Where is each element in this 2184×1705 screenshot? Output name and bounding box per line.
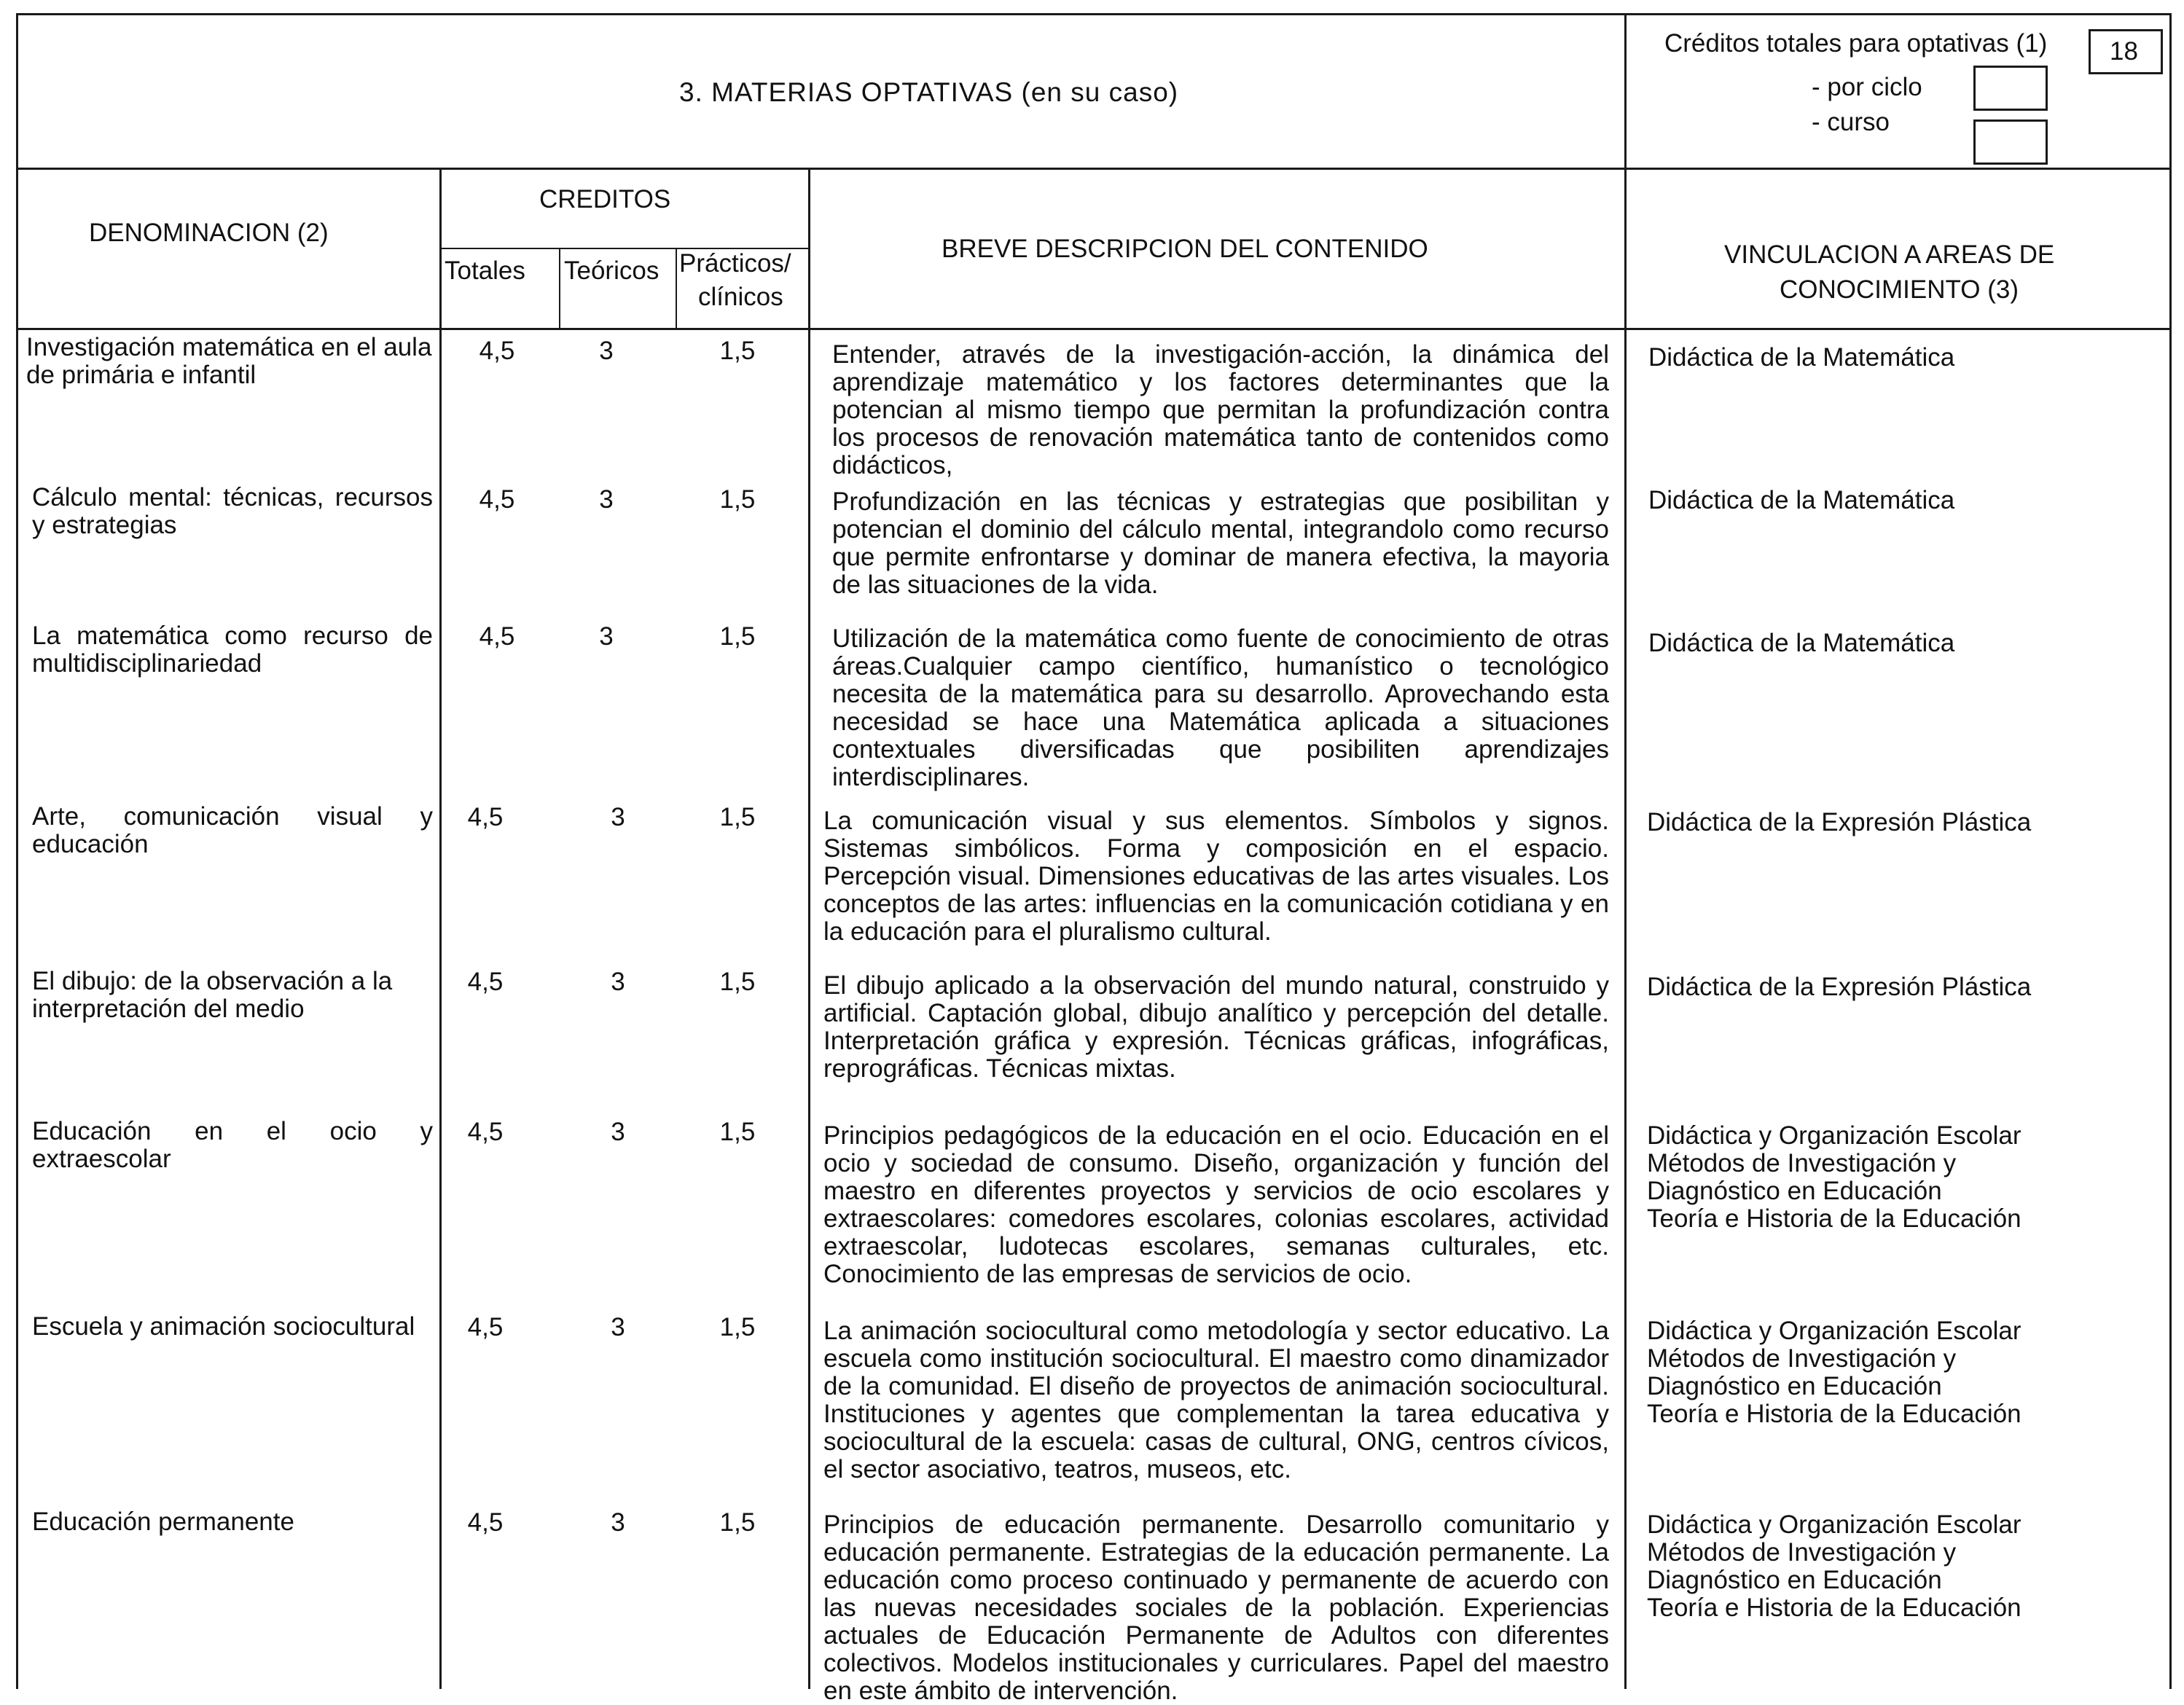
row-denominacion: El dibujo: de la observación a la interpretación del medio [32, 967, 393, 1023]
row-teoricos: 3 [599, 485, 614, 514]
row-denominacion: Arte, comunicación visual y educación [32, 802, 433, 858]
col-header-denominacion: DENOMINACION (2) [89, 219, 329, 247]
row-totales: 4,5 [479, 622, 515, 651]
row-descripcion: Profundización en las técnicas y estrategias que posibilitan y potencian el dominio del cálculo mental, integrandolo como recurso que permite enfrontarse y dominar de manera efectiva, la mayoria de las situaciones de la vida. [832, 487, 1609, 599]
row-teoricos: 3 [611, 1313, 625, 1341]
top-border [16, 13, 2172, 15]
row-denominacion: Cálculo mental: técnicas, recursos y estrategias [32, 483, 433, 539]
row-practicos: 1,5 [719, 485, 756, 514]
col-header-practicos-2: clínicos [698, 283, 783, 311]
row-vinculacion-0: Didáctica y Organización Escolar [1647, 1121, 2021, 1150]
curso-label: - curso [1812, 108, 1890, 136]
row-teoricos: 3 [611, 803, 625, 831]
row-practicos: 1,5 [719, 337, 756, 365]
row-descripcion: Utilización de la matemática como fuente de conocimiento de otras áreas.Cualquier campo científico, humanístico o tecnológico necesita de la matemática para su desarrollo. Aprovechando esta necesidad se hace una Matemática aplicada a situaciones contextuales diversificadas que posibiliten aprendizajes interdisciplinares. [832, 624, 1609, 791]
row-vinculacion-2: Teoría e Historia de la Educación [1647, 1400, 2021, 1428]
row-vinculacion-0: Didáctica y Organización Escolar [1647, 1317, 2021, 1345]
row-denominacion: Educación en el ocio y extraescolar [32, 1117, 433, 1173]
row-totales: 4,5 [467, 1313, 504, 1341]
row-totales: 4,5 [467, 1118, 504, 1146]
row-totales: 4,5 [467, 1508, 504, 1537]
row-descripcion: El dibujo aplicado a la observación del mundo natural, construido y artificial. Captación global, dibujo analítico y percepción del detalle. Interpretación gráfica y expresión. Técnicas gráficas, infográficas, reprográficas. Técnicas mixtas. [823, 971, 1609, 1083]
row-practicos: 1,5 [719, 1508, 756, 1537]
row-denominacion: La matemática como recurso de multidisciplinariedad [32, 622, 433, 678]
curso-box[interactable] [1973, 119, 2048, 165]
col-line-2 [559, 248, 560, 328]
row-vinculacion-1: Métodos de Investigación y Diagnóstico en Educación [1647, 1538, 1957, 1594]
page-title: 3. MATERIAS OPTATIVAS (en su caso) [679, 77, 1179, 107]
row-vinculacion-0: Didáctica de la Expresión Plástica [1647, 973, 2032, 1001]
row-vinculacion-0: Didáctica de la Matemática [1648, 629, 1955, 657]
row-descripcion: La animación sociocultural como metodología y sector educativo. La escuela como institución sociocultural. El maestro como dinamizador de la comunidad. El diseño de proyectos de animación sociocultural. Instituciones y agentes que complementan la tarea educativa y sociocultural de la escuela: casas de cultural, ONG, centros cívicos, el sector asociativo, teatros, museos, etc. [823, 1317, 1609, 1483]
row-totales: 4,5 [479, 485, 515, 514]
col-line-3 [676, 248, 677, 328]
row-vinculacion-0: Didáctica de la Matemática [1648, 486, 1955, 514]
row-practicos: 1,5 [719, 1313, 756, 1341]
row-denominacion: Escuela y animación sociocultural [32, 1312, 415, 1341]
creditos-totales-label: Créditos totales para optativas (1) [1664, 29, 2048, 58]
row-vinculacion-2: Teoría e Historia de la Educación [1647, 1204, 2021, 1233]
creditos-totales-box[interactable] [2089, 29, 2163, 74]
row-vinculacion-0: Didáctica de la Expresión Plástica [1647, 808, 2032, 836]
column-header-divider [16, 328, 2172, 330]
col-header-totales: Totales [445, 256, 525, 285]
row-vinculacion-2: Teoría e Historia de la Educación [1647, 1594, 2021, 1622]
col-line-4 [808, 168, 810, 1689]
row-descripcion: La comunicación visual y sus elementos. Símbolos y signos. Sistemas simbólicos. Forma y composición en el espacio. Percepción visual. Dimensiones educativas de las artes visuales. Los conceptos de las artes: influencias en la comunicación cotidiana y en la educación para el pluralismo cultural. [823, 807, 1609, 946]
row-practicos: 1,5 [719, 622, 756, 651]
row-teoricos: 3 [611, 1118, 625, 1146]
col-header-practicos-1: Prácticos/ [679, 249, 791, 278]
row-teoricos: 3 [611, 968, 625, 996]
left-border [16, 13, 18, 1689]
col-line-5 [1624, 13, 1627, 1689]
header-divider [16, 168, 2172, 170]
row-vinculacion-1: Métodos de Investigación y Diagnóstico en Educación [1647, 1149, 1957, 1205]
col-header-descripcion: BREVE DESCRIPCION DEL CONTENIDO [942, 235, 1428, 263]
col-header-vinculacion-1: VINCULACION A AREAS DE [1724, 240, 2055, 269]
row-teoricos: 3 [611, 1508, 625, 1537]
row-descripcion: Principios pedagógicos de la educación en el ocio. Educación en el ocio y sociedad de consumo. Diseño, organización y función del maestro en diferentes proyectos y servicios de ocio escolares y extraescolares: comedores escolares, colonias escolares, actividad extraescolar, ludotecas escolares, semanas culturales, etc. Conocimiento de las empresas de servicios de ocio. [823, 1121, 1609, 1288]
row-vinculacion-0: Didáctica de la Matemática [1648, 343, 1955, 372]
creditos-totales-value: 18 [2110, 37, 2138, 66]
right-border [2169, 13, 2172, 1689]
por-ciclo-label: - por ciclo [1812, 73, 1922, 101]
col-header-teoricos: Teóricos [564, 256, 659, 285]
col-header-creditos: CREDITOS [539, 185, 671, 213]
por-ciclo-box[interactable] [1973, 66, 2048, 111]
row-teoricos: 3 [599, 337, 614, 365]
row-teoricos: 3 [599, 622, 614, 651]
row-practicos: 1,5 [719, 1118, 756, 1146]
row-vinculacion-0: Didáctica y Organización Escolar [1647, 1510, 2021, 1539]
row-descripcion: Principios de educación permanente. Desarrollo comunitario y educación permanente. Estrategias de la educación permanente. La educación como proceso continuado y permanente de acuerdo con las nuevas necesidades sociales de la población. Experiencias actuales de Educación Permanente de Adultos con diferentes colectivos. Modelos institucionales y curriculares. Papel del maestro en este ámbito de intervención. [823, 1510, 1609, 1705]
col-header-vinculacion-2: CONOCIMIENTO (3) [1780, 275, 2019, 304]
row-totales: 4,5 [467, 803, 504, 831]
row-totales: 4,5 [467, 968, 504, 996]
row-vinculacion-1: Métodos de Investigación y Diagnóstico en Educación [1647, 1344, 1957, 1400]
row-practicos: 1,5 [719, 968, 756, 996]
row-practicos: 1,5 [719, 803, 756, 831]
row-denominacion: Investigación matemática en el aula de primária e infantil [26, 333, 432, 389]
row-totales: 4,5 [479, 337, 515, 365]
row-descripcion: Entender, através de la investigación-acción, la dinámica del aprendizaje matemático y los factores determinantes que la potencian al mismo tiempo que permitan la profundización contra los procesos de renovación matemática tanto de contenidos como didácticos, [832, 340, 1609, 479]
row-denominacion: Educación permanente [32, 1508, 294, 1536]
optativas-form [16, 13, 2172, 1705]
col-line-1 [439, 168, 442, 1689]
